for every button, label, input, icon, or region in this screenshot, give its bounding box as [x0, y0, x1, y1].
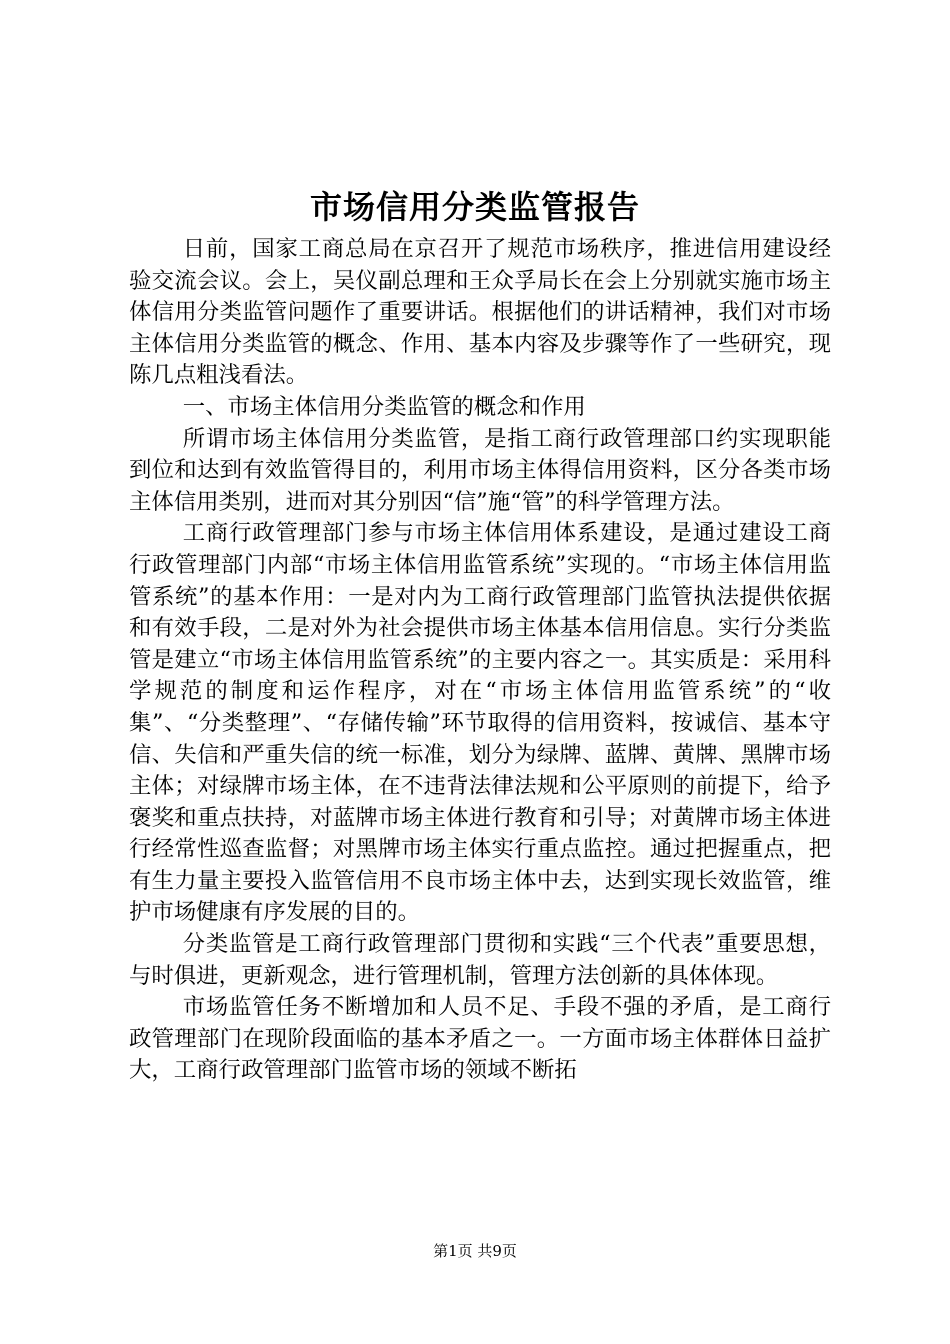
- paragraph-definition: 所谓市场主体信用分类监管，是指工商行政管理部口约实现职能到位和达到有效监管得目的，利用市场主体得信用资料，区分各类市场主体信用类别，进而对其分别因“信”施“管”的科学管理方法。: [129, 425, 831, 515]
- document-body: [129, 234, 831, 1087]
- paragraph-contradiction: 市场监管任务不断增加和人员不足、手段不强的矛盾，是工商行政管理部门在现阶段面临的基本矛盾之一。一方面市场主体群体日益扩大，工商行政管理部门监管市场的领域不断拓: [129, 994, 831, 1084]
- paragraph-innovation: 分类监管是工商行政管理部门贯彻和实践“三个代表”重要思想，与时俱进，更新观念，进行管理机制，管理方法创新的具体体现。: [129, 931, 831, 989]
- paragraph-intro: 日前，国家工商总局在京召开了规范市场秩序，推进信用建设经验交流会议。会上，吴仪副总理和王众孚局长在会上分别就实施市场主体信用分类监管问题作了重要讲话。根据他们的讲话精神，我们对市场主体信用分类监管的概念、作用、基本内容及步骤等作了一些研究，现陈几点粗浅看法。: [129, 236, 831, 389]
- section-heading: 一、市场主体信用分类监管的概念和作用: [182, 393, 586, 420]
- document-title: 市场信用分类监管报告: [309, 188, 640, 226]
- paragraph-system: 工商行政管理部门参与市场主体信用体系建设，是通过建设工商行政管理部门内部“市场主体信用监管系统”实现的。“市场主体信用监管系统”的基本作用：一是对内为工商行政管理部门监管执法提供依据和有效手段，二是对外为社会提供市场主体基本信用信息。实行分类监管是建立“市场主体信用监管系统”的主要内容之一。其实质是：采用科学规范的制度和运作程序，对在“市场主体信用监管系统”的“收集”、“分类整理”、“存储传输”环节取得的信用资料，按诚信、基本守信、失信和严重失信的统一标准，划分为绿牌、蓝牌、黄牌、黑牌市场主体；对绿牌市场主体，在不违背法律法规和公平原则的前提下，给予褒奖和重点扶持，对蓝牌市场主体进行教育和引导；对黄牌市场主体进行经常性巡查监督；对黑牌市场主体实行重点监控。通过把握重点，把有生力量主要投入监管信用不良市场主体中去，达到实现长效监管，维护市场健康有序发展的目的。: [129, 520, 831, 926]
- page-footer: 第1页 共9页: [433, 1242, 517, 1260]
